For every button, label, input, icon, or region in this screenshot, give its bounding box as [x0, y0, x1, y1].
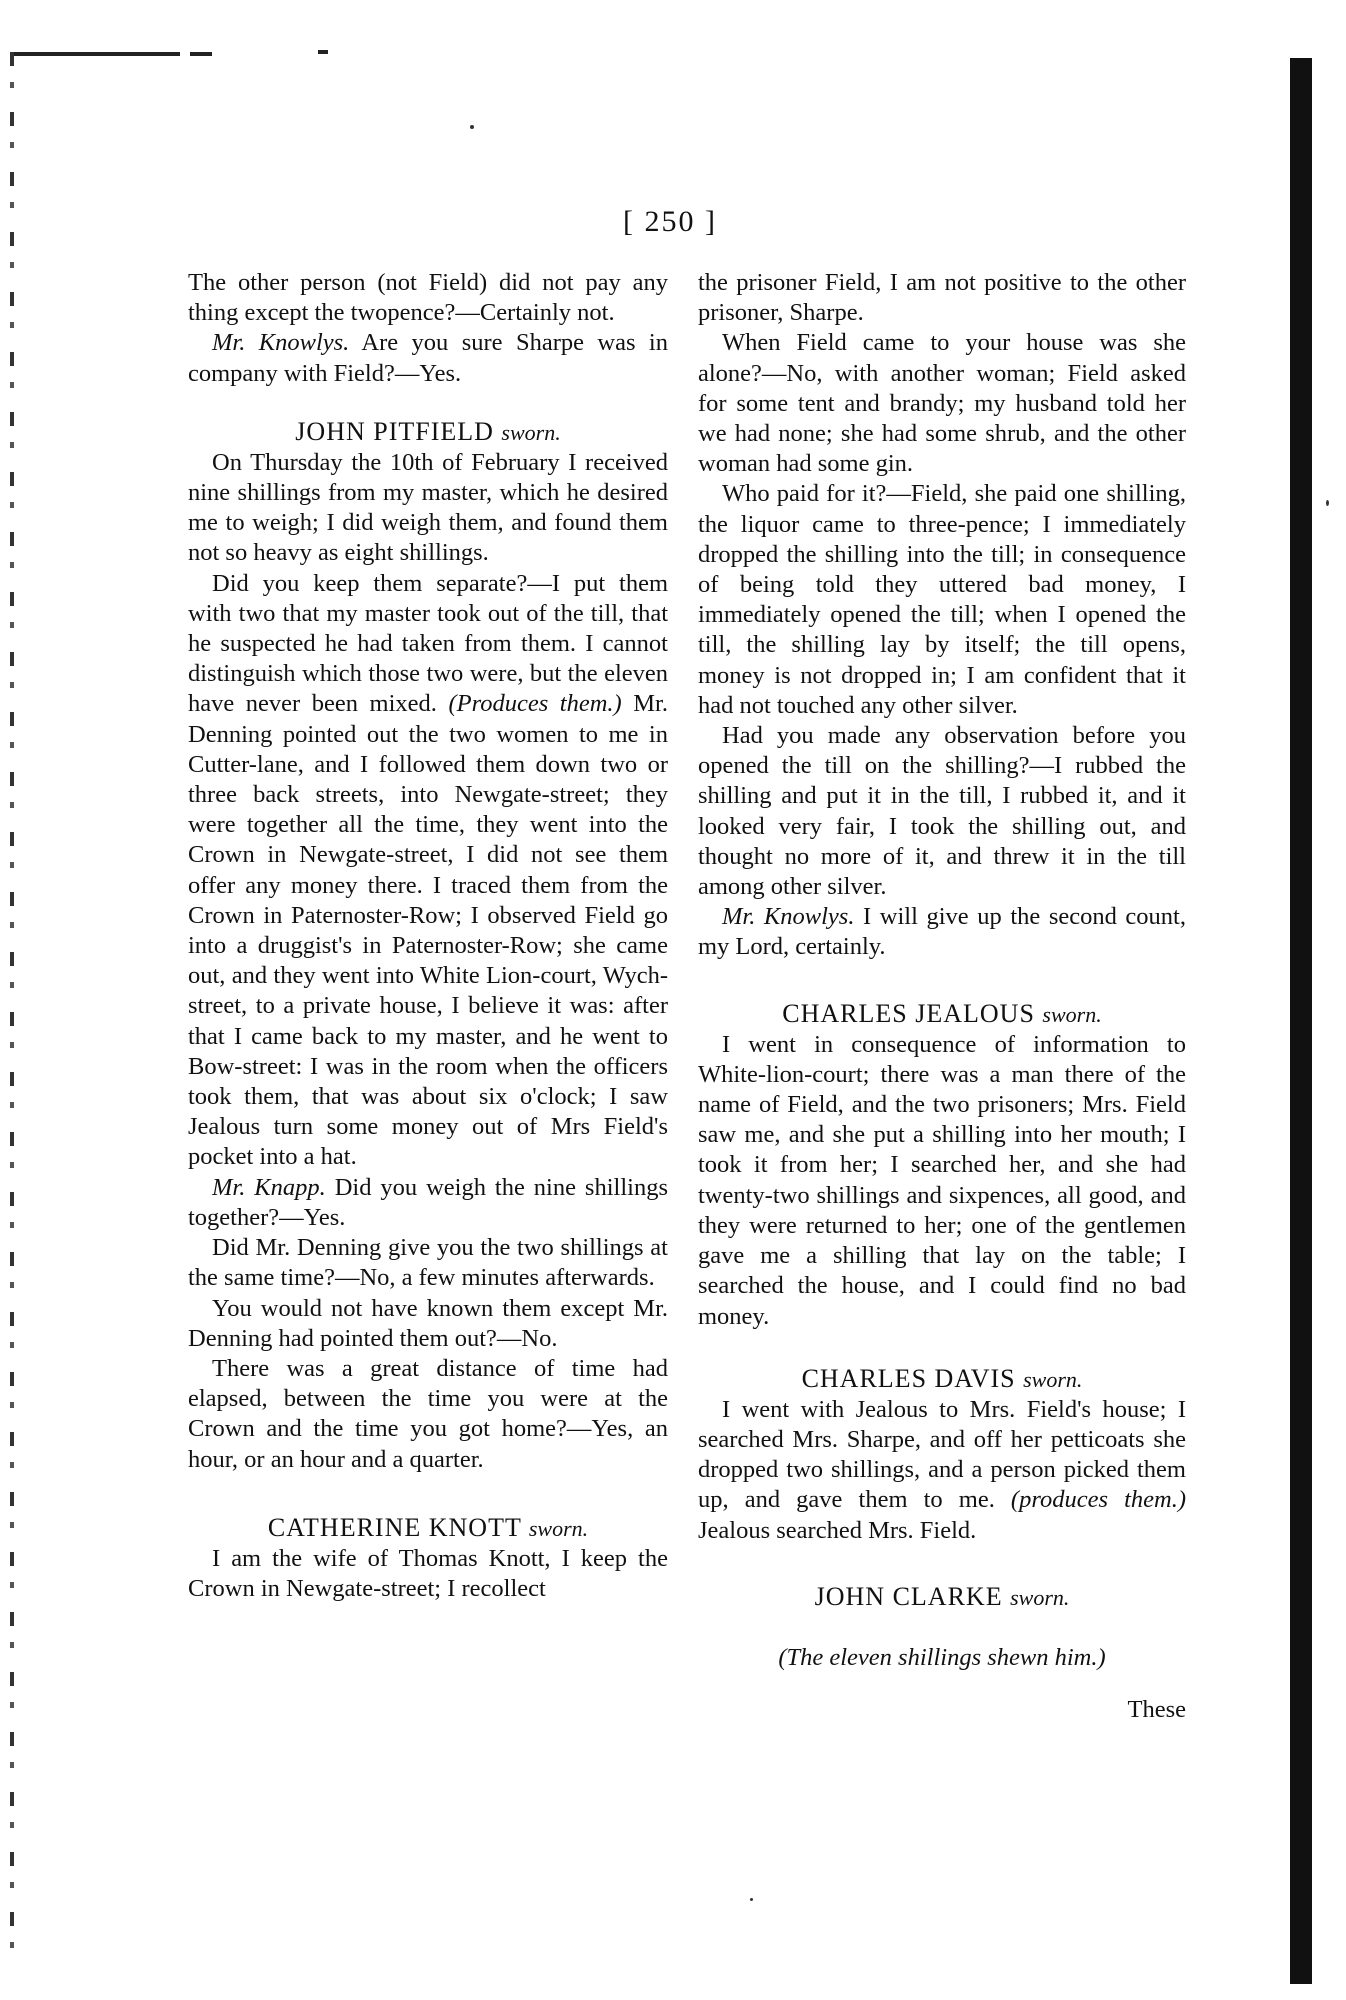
- paragraph: [188, 1173, 668, 1233]
- witness-name: JOHN PITFIELD: [295, 416, 502, 446]
- witness-heading: [698, 999, 1186, 1030]
- scan-speck: [750, 1898, 753, 1901]
- witness-name: CHARLES JEALOUS: [782, 998, 1043, 1028]
- paragraph: Had you made any observation before you opened the till on the shilling?—I rubbed the shilling and put it in the till, I rubbed it, and it looked very fair, I took the shilling out, and thought no more of it, and threw it in the till among other silver.: [698, 722, 1186, 901]
- paragraph: [698, 1395, 1186, 1546]
- scan-edge-top-speck: [318, 50, 328, 54]
- stage-direction: (produces them.): [1010, 1486, 1186, 1514]
- page-number: [ 250 ]: [623, 205, 717, 238]
- witness-heading: [188, 417, 668, 448]
- scan-edge-left: [10, 52, 14, 1972]
- witness-heading: [698, 1582, 1186, 1613]
- paragraph: On Thursday the 10th of February I received nine shillings from my master, which he desired me to weigh; I did weigh them, and found them not so heavy as eight shillings.: [188, 448, 668, 567]
- scan-edge-top: [10, 52, 180, 56]
- paragraph-text: Did you keep them separate?—I put them with two that my master took out of the till, that he suspected he had taken from them. I cannot distinguish which those two were, but the eleven have never been mixed.: [188, 569, 668, 718]
- sworn-label: sworn.: [1023, 1366, 1083, 1392]
- paragraph: Did Mr. Denning give you the two shillings at the same time?—No, a few minutes afterwards.: [188, 1234, 668, 1292]
- scan-edge-top-fragment: [190, 52, 212, 56]
- paragraph: The other person (not Field) did not pay any thing except the twopence?—Certainly not.: [188, 269, 668, 327]
- right-column: [698, 268, 1186, 1725]
- witness-name: CHARLES DAVIS: [801, 1363, 1024, 1393]
- paragraph: I went in consequence of information to White-lion-court; there was a man there of the name of Field, and the two prisoners; Mrs. Field saw me, and she put a shilling into her mouth; I took it from her; I searched her, and she had twenty-two shillings and sixpences, all good, and they were returned to her; one of the gentlemen gave me a shilling that lay on the table; I searched the house, and I could find no bad money.: [698, 1030, 1186, 1330]
- sworn-label: sworn.: [1042, 1001, 1102, 1027]
- paragraph: When Field came to your house was she alone?—No, with another woman; Field asked for some tent and brandy; my husband told her we had none; she had some shrub, and the other woman had some gin.: [698, 329, 1186, 478]
- paragraph: You would not have known them except Mr. Denning had pointed them out?—No.: [188, 1294, 668, 1352]
- paragraph: I am the wife of Thomas Knott, I keep the Crown in Newgate-street; I recollect: [188, 1544, 668, 1602]
- paragraph-text: I went with Jealous to Mrs. Field's house; I searched Mrs. Sharpe, and off her petticoats she dropped two shillings, and a person picked them up, and gave them to me.: [698, 1395, 1186, 1514]
- paragraph: There was a great distance of time had elapsed, between the time you were at the Crown and the time you got home?—Yes, an hour, or an hour and a quarter.: [188, 1354, 668, 1473]
- paragraph-text: I will give up the second count, my Lord, certainly.: [698, 903, 1186, 961]
- scan-speck: [470, 125, 474, 129]
- paragraph-text: Mr. Denning pointed out the two women to me in Cutter-lane, and I followed them down two or three back streets, into Newgate-street; they were together all the time, they went into the Crown in Newgate-street, I did not see them offer any money there. I traced them from the Crown in Paternoster-Row; I observed Field go into a druggist's in Paternoster-Row; she came out, and they went into White Lion-court, Wych-street, to a private house, I believe it was: after that I came back to my master, and he went to Bow-street: I was in the room when the officers took them, that was about six o'clock; I saw Jealous turn some money out of Mrs Field's pocket into a hat.: [188, 690, 668, 1171]
- witness-name: JOHN CLARKE: [814, 1581, 1011, 1611]
- paragraph: Who paid for it?—Field, she paid one shilling, the liquor came to three-pence; I immediately dropped the shilling into the till; in consequence of being told they uttered bad money, I immediately opened the till; when I opened the till, the shilling lay by itself; the till opens, money is not dropped in; I am confident that it had not touched any other silver.: [698, 480, 1186, 719]
- witness-heading: [188, 1513, 668, 1544]
- witness-heading: [698, 1364, 1186, 1395]
- paragraph: [698, 902, 1186, 962]
- speaker: Mr. Knowlys.: [212, 329, 350, 357]
- scan-speck: [1326, 500, 1329, 506]
- paragraph-text: Jealous searched Mrs. Field.: [698, 1516, 977, 1544]
- witness-name: CATHERINE KNOTT: [267, 1512, 529, 1542]
- sworn-label: sworn.: [1010, 1584, 1070, 1610]
- scan-edge-right: [1290, 58, 1312, 1984]
- paragraph: [188, 569, 668, 1173]
- catchword: These: [1127, 1695, 1186, 1723]
- paragraph: [188, 328, 668, 388]
- speaker: Mr. Knowlys.: [722, 903, 855, 931]
- paragraph-text: Are you sure Sharpe was in company with Field?—Yes.: [188, 329, 668, 387]
- sworn-label: sworn.: [501, 419, 561, 445]
- sworn-label: sworn.: [528, 1515, 589, 1541]
- speaker: Mr. Knapp.: [212, 1173, 326, 1201]
- left-column: [188, 268, 668, 1604]
- paragraph-text: Did you weigh the nine shillings together?—Yes.: [188, 1173, 668, 1231]
- stage-direction: (Produces them.): [448, 690, 622, 718]
- paragraph: the prisoner Field, I am not positive to the other prisoner, Sharpe.: [698, 269, 1186, 327]
- stage-note: (The eleven shillings shewn him.): [778, 1643, 1106, 1671]
